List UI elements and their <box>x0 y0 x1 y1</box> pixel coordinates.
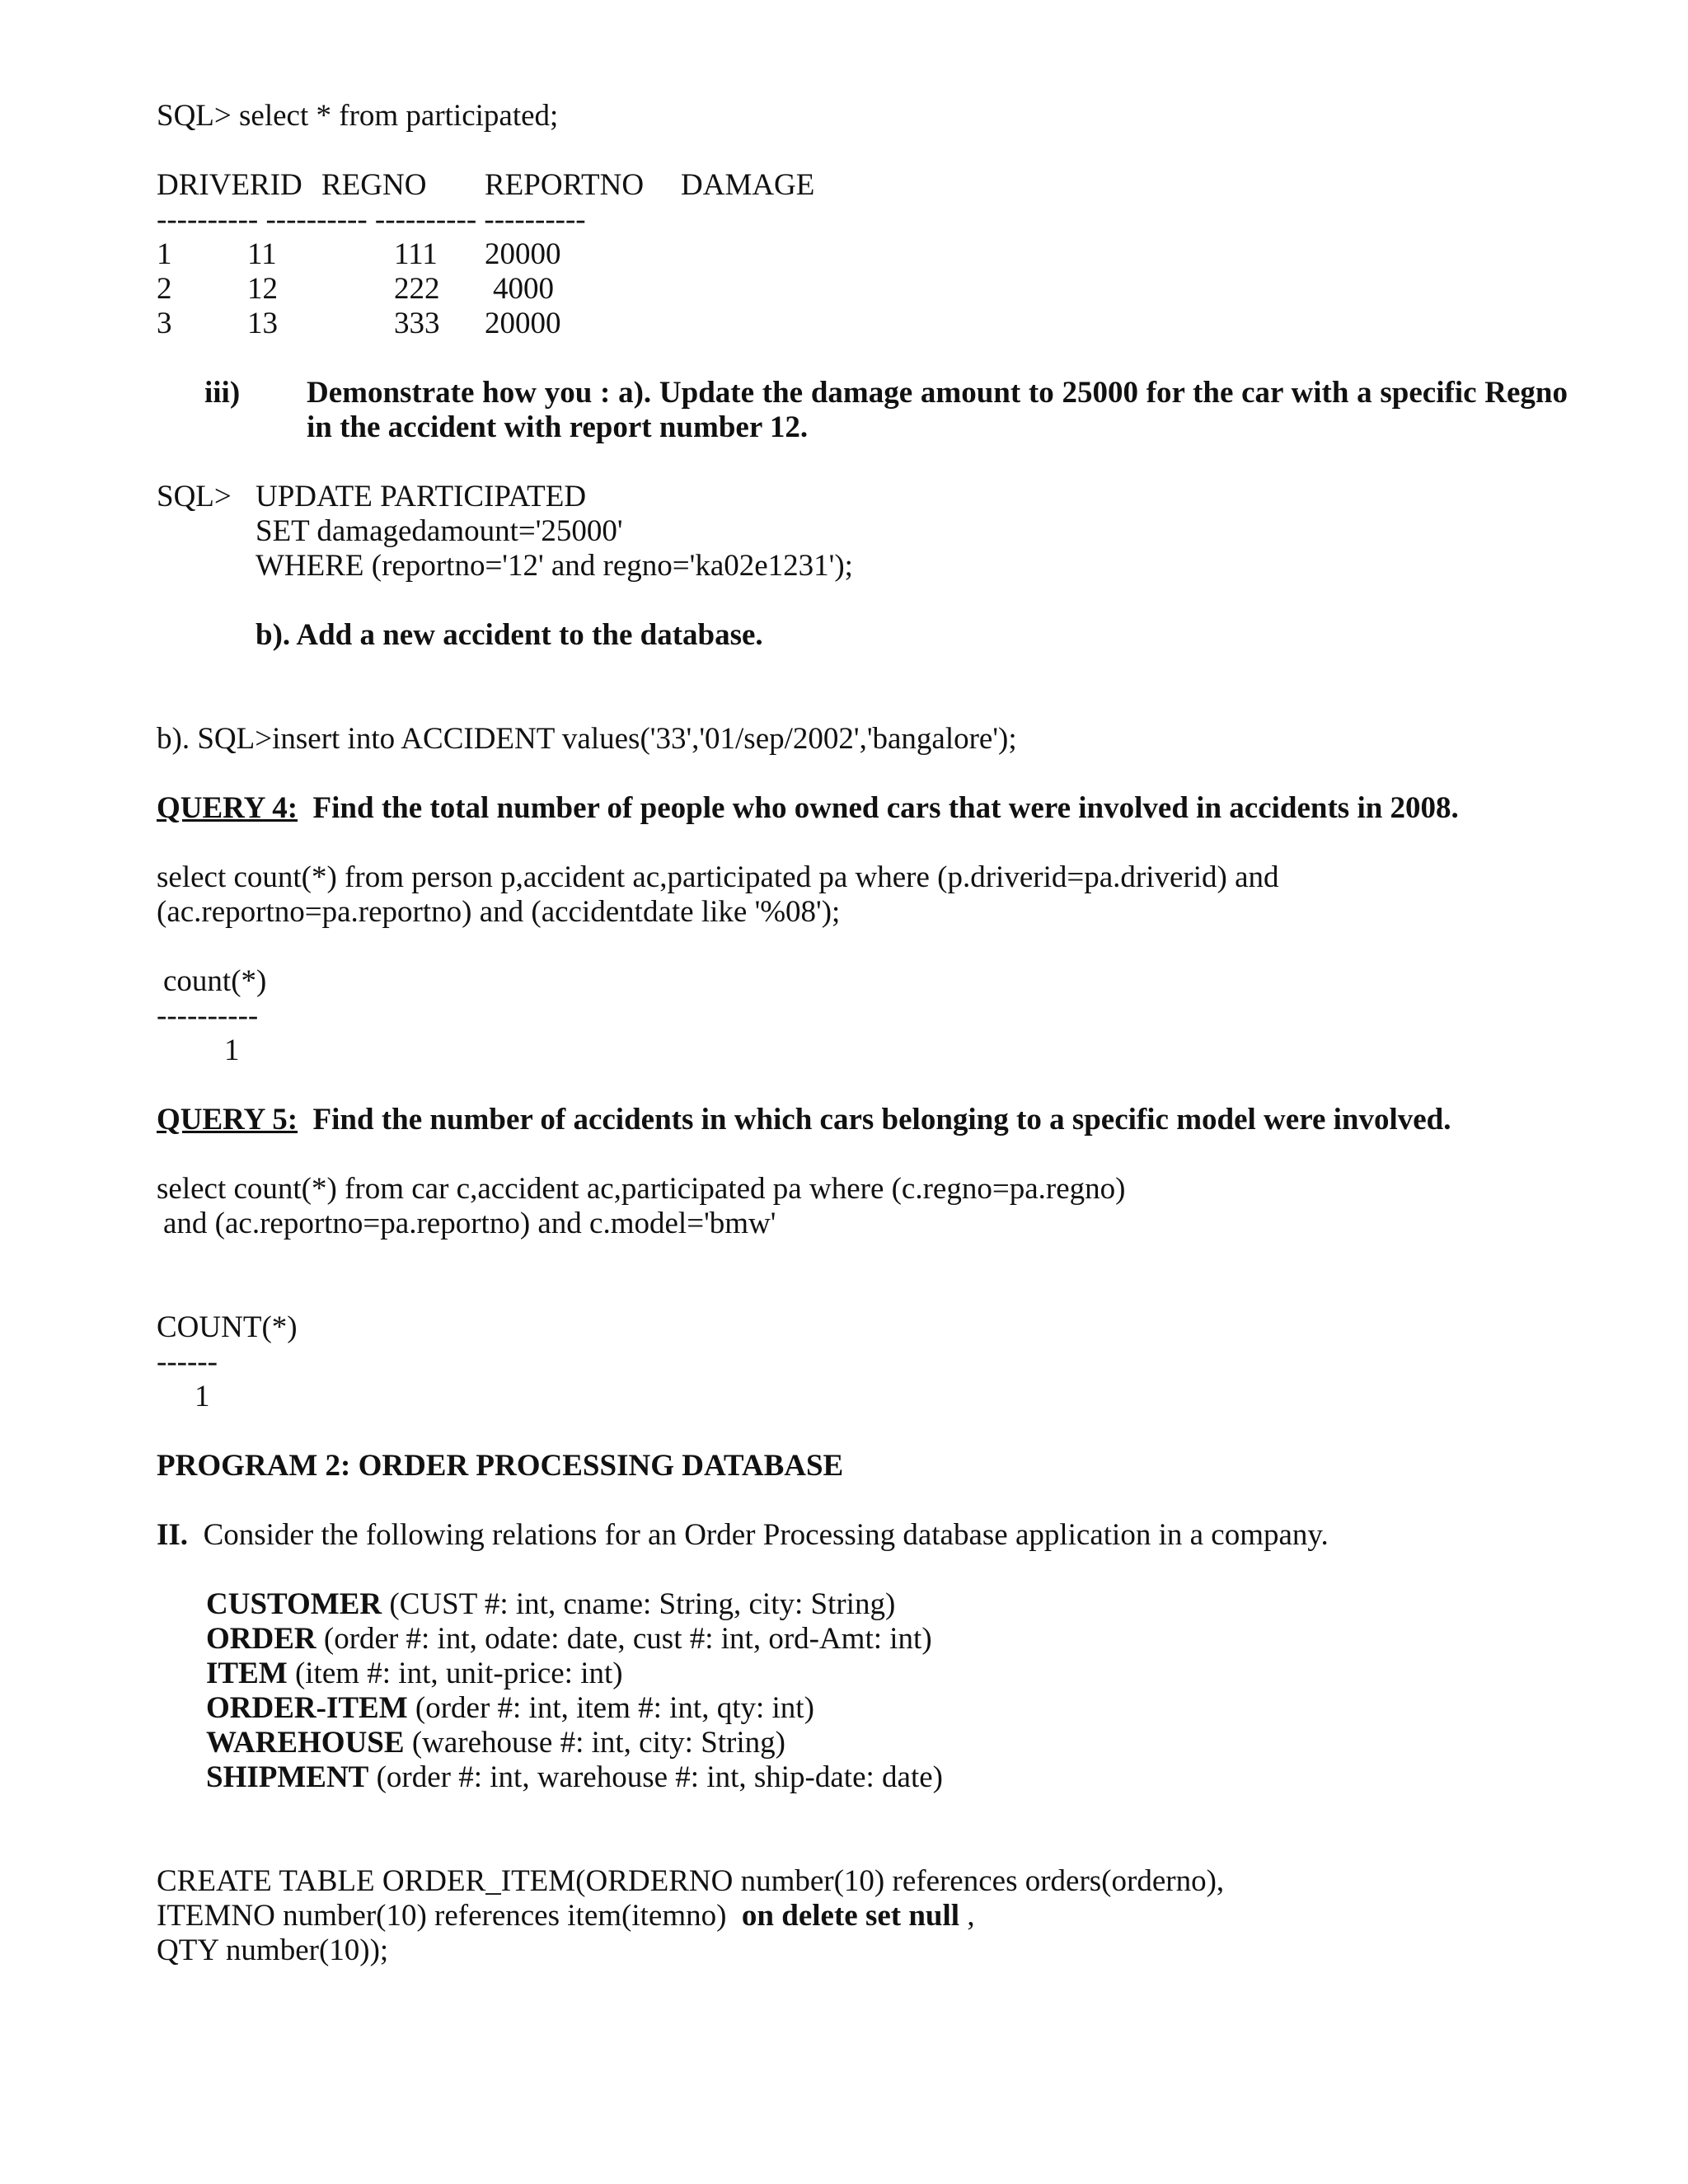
table-cell: 111 <box>394 237 438 271</box>
table-cell: 1 <box>157 237 172 271</box>
relation-name: ITEM <box>206 1657 288 1690</box>
list-item <box>206 1589 895 1619</box>
query4-sql-line: select count(*) from person p,accident ac,participated pa where (p.driverid=pa.driverid) and <box>157 860 1279 894</box>
table-cell: 20000 <box>485 237 561 271</box>
sql-prompt: SQL> <box>157 480 232 513</box>
part-number: iii) <box>204 376 241 410</box>
update-sql-line: WHERE (reportno='12' and regno='ka02e1231'); <box>256 549 853 583</box>
list-item <box>206 1762 943 1793</box>
query4-result-separator: ---------- <box>157 999 259 1033</box>
query5-result-value: 1 <box>195 1380 210 1413</box>
part-iii-instruction-line2: in the accident with report number 12. <box>307 410 809 444</box>
query4-label: QUERY 4: <box>157 791 298 825</box>
query5-sql-line: and (ac.reportno=pa.reportno) and c.model='bmw' <box>163 1207 776 1240</box>
relation-name: WAREHOUSE <box>206 1726 405 1760</box>
list-item <box>206 1624 932 1654</box>
list-item <box>206 1693 814 1723</box>
table-cell: 20000 <box>485 307 561 340</box>
relation-name: ORDER-ITEM <box>206 1691 408 1725</box>
relation-attrs: (order #: int, item #: int, qty: int) <box>415 1691 814 1725</box>
intro-number: II. <box>157 1518 189 1552</box>
relation-attrs: (item #: int, unit-price: int) <box>294 1657 623 1690</box>
table-cell: 11 <box>247 237 277 271</box>
list-item <box>206 1727 785 1758</box>
relation-name: SHIPMENT <box>206 1760 369 1794</box>
query5-sql-line: select count(*) from car c,accident ac,participated pa where (c.regno=pa.regno) <box>157 1172 1126 1206</box>
part-b-heading: b). Add a new accident to the database. <box>256 618 763 652</box>
intro-text: Consider the following relations for an Order Processing database application in a company. <box>203 1518 1329 1552</box>
column-header-driverid: DRIVERID <box>157 168 302 202</box>
create-table-sql-line <box>157 1900 975 1931</box>
table-cell: 333 <box>394 307 440 340</box>
relation-name: ORDER <box>206 1622 316 1656</box>
column-header-regno: REGNO <box>321 168 427 202</box>
query5-result-separator: ------ <box>157 1345 218 1379</box>
select-participated-query: SQL> select * from participated; <box>157 99 559 133</box>
insert-accident-sql: b). SQL>insert into ACCIDENT values('33','01/sep/2002','bangalore'); <box>157 722 1017 756</box>
update-sql-line: UPDATE PARTICIPATED <box>256 480 587 513</box>
table-cell: 3 <box>157 307 172 340</box>
relation-attrs: (order #: int, warehouse #: int, ship-date: date) <box>376 1760 943 1794</box>
query4-result-header: count(*) <box>163 964 267 998</box>
relation-attrs: (CUST #: int, cname: String, city: String) <box>389 1587 896 1621</box>
query4-title: Find the total number of people who owned cars that were involved in accidents in 2008. <box>312 791 1459 825</box>
table-cell: 4000 <box>493 272 554 306</box>
query5-result-header: COUNT(*) <box>157 1310 298 1344</box>
list-item <box>206 1658 623 1689</box>
query4-sql-line: (ac.reportno=pa.reportno) and (accidentdate like '%08'); <box>157 895 841 929</box>
query4-result-value: 1 <box>224 1033 240 1067</box>
table-separator: ---------- ---------- ---------- ---------- <box>157 203 586 237</box>
table-cell: 13 <box>247 307 278 340</box>
table-cell: 12 <box>247 272 278 306</box>
part-iii-instruction-line1: Demonstrate how you : a). Update the damage amount to 25000 for the car with a specific Regno <box>307 376 1568 410</box>
query4-heading <box>157 793 1459 823</box>
table-cell: 2 <box>157 272 172 306</box>
update-sql-line: SET damagedamount='25000' <box>256 514 623 548</box>
table-cell: 222 <box>394 272 440 306</box>
column-header-reportno: REPORTNO <box>485 168 645 202</box>
on-delete-set-null: on delete set null <box>741 1899 960 1933</box>
trailing-comma: , <box>967 1899 975 1933</box>
column-header-damage: DAMAGE <box>681 168 815 202</box>
query5-heading <box>157 1104 1451 1135</box>
itemno-clause: ITEMNO number(10) references item(itemno) <box>157 1899 727 1933</box>
program2-heading: PROGRAM 2: ORDER PROCESSING DATABASE <box>157 1449 844 1483</box>
create-table-sql-line: CREATE TABLE ORDER_ITEM(ORDERNO number(10) references orders(orderno), <box>157 1864 1225 1898</box>
relation-name: CUSTOMER <box>206 1587 382 1621</box>
program2-intro <box>157 1520 1329 1550</box>
relation-attrs: (warehouse #: int, city: String) <box>411 1726 785 1760</box>
query5-label: QUERY 5: <box>157 1103 298 1137</box>
query5-title: Find the number of accidents in which cars belonging to a specific model were involved. <box>312 1103 1451 1137</box>
relation-attrs: (order #: int, odate: date, cust #: int, ord-Amt: int) <box>323 1622 932 1656</box>
create-table-sql-line: QTY number(10)); <box>157 1933 389 1967</box>
